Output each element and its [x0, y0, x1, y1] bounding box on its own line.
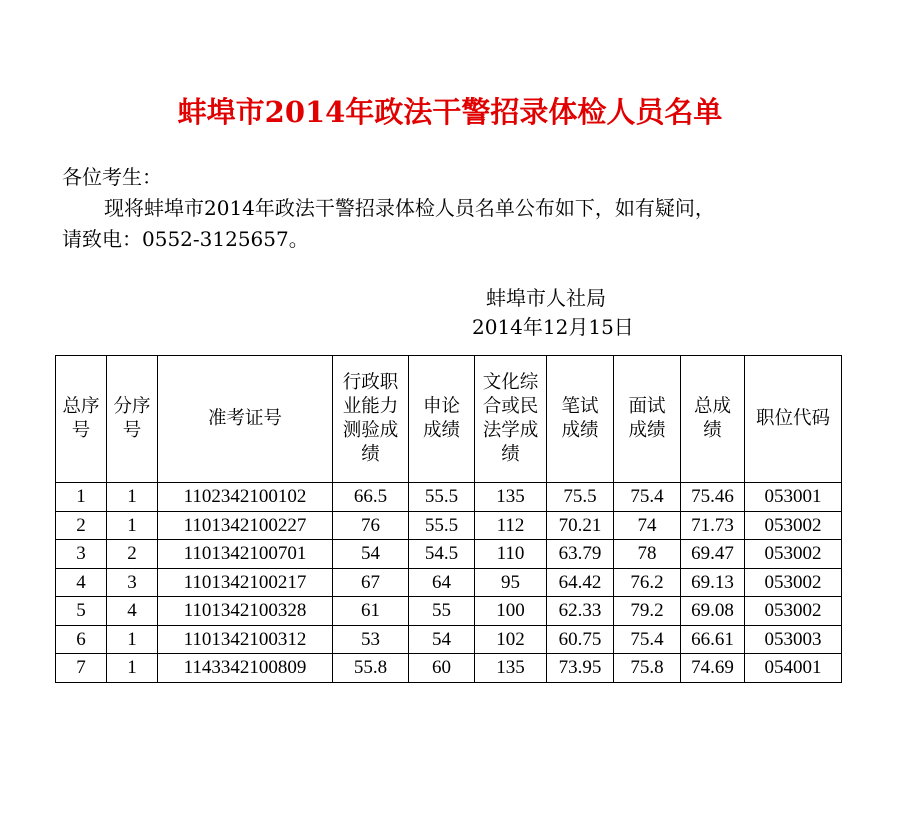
cell-sub-seq: 1 [107, 654, 158, 683]
cell-position-code: 053002 [745, 511, 842, 540]
table-body [56, 483, 842, 683]
header-sub-seq: 分序号 [107, 356, 158, 483]
cell-written-score: 62.33 [547, 597, 614, 626]
cell-interview-score: 74 [614, 511, 681, 540]
cell-essay-score: 55.5 [409, 483, 475, 512]
header-total-seq: 总序号 [56, 356, 107, 483]
cell-total-score: 75.46 [681, 483, 745, 512]
cell-comprehensive-score: 95 [475, 568, 547, 597]
cell-interview-score: 75.4 [614, 483, 681, 512]
cell-aptitude-score: 76 [333, 511, 409, 540]
cell-essay-score: 54.5 [409, 540, 475, 569]
cell-exam-ticket-no: 1101342100312 [158, 625, 333, 654]
cell-written-score: 60.75 [547, 625, 614, 654]
cell-total-score: 66.61 [681, 625, 745, 654]
cell-written-score: 70.21 [547, 511, 614, 540]
header-interview-score: 面试成绩 [614, 356, 681, 483]
cell-aptitude-score: 55.8 [333, 654, 409, 683]
cell-sub-seq: 1 [107, 483, 158, 512]
cell-aptitude-score: 66.5 [333, 483, 409, 512]
cell-position-code: 053002 [745, 568, 842, 597]
cell-total-seq: 4 [56, 568, 107, 597]
cell-exam-ticket-no: 1143342100809 [158, 654, 333, 683]
cell-sub-seq: 3 [107, 568, 158, 597]
cell-exam-ticket-no: 1101342100328 [158, 597, 333, 626]
cell-interview-score: 76.2 [614, 568, 681, 597]
table-row [56, 625, 842, 654]
cell-sub-seq: 1 [107, 625, 158, 654]
cell-interview-score: 78 [614, 540, 681, 569]
notice-body-line-2: 请致电：0552-3125657。 [62, 227, 309, 251]
cell-exam-ticket-no: 1101342100217 [158, 568, 333, 597]
cell-comprehensive-score: 135 [475, 654, 547, 683]
cell-interview-score: 79.2 [614, 597, 681, 626]
table-row [56, 597, 842, 626]
cell-essay-score: 64 [409, 568, 475, 597]
cell-comprehensive-score: 112 [475, 511, 547, 540]
cell-interview-score: 75.4 [614, 625, 681, 654]
cell-aptitude-score: 61 [333, 597, 409, 626]
cell-total-seq: 1 [56, 483, 107, 512]
cell-total-score: 74.69 [681, 654, 745, 683]
cell-aptitude-score: 67 [333, 568, 409, 597]
cell-total-seq: 2 [56, 511, 107, 540]
table-header-row [56, 356, 842, 483]
cell-position-code: 054001 [745, 654, 842, 683]
table-row [56, 483, 842, 512]
table-row [56, 511, 842, 540]
table-row [56, 654, 842, 683]
cell-sub-seq: 4 [107, 597, 158, 626]
cell-total-score: 69.13 [681, 568, 745, 597]
cell-comprehensive-score: 110 [475, 540, 547, 569]
cell-written-score: 63.79 [547, 540, 614, 569]
cell-comprehensive-score: 135 [475, 483, 547, 512]
cell-total-score: 71.73 [681, 511, 745, 540]
cell-total-seq: 5 [56, 597, 107, 626]
header-exam-ticket-no: 准考证号 [158, 356, 333, 483]
cell-written-score: 75.5 [547, 483, 614, 512]
cell-comprehensive-score: 102 [475, 625, 547, 654]
cell-written-score: 73.95 [547, 654, 614, 683]
header-comprehensive-score: 文化综合或民法学成绩 [475, 356, 547, 483]
cell-interview-score: 75.8 [614, 654, 681, 683]
header-written-score: 笔试成绩 [547, 356, 614, 483]
cell-written-score: 64.42 [547, 568, 614, 597]
cell-total-seq: 3 [56, 540, 107, 569]
notice-body-line-1: 现将蚌埠市2014年政法干警招录体检人员名单公布如下，如有疑问， [104, 196, 715, 220]
cell-aptitude-score: 54 [333, 540, 409, 569]
candidate-table [55, 355, 842, 683]
cell-position-code: 053001 [745, 483, 842, 512]
cell-essay-score: 54 [409, 625, 475, 654]
issue-date: 2014年12月15日 [472, 315, 634, 339]
cell-position-code: 053002 [745, 540, 842, 569]
cell-exam-ticket-no: 1101342100701 [158, 540, 333, 569]
header-total-score: 总成绩 [681, 356, 745, 483]
cell-essay-score: 60 [409, 654, 475, 683]
cell-total-seq: 6 [56, 625, 107, 654]
cell-position-code: 053003 [745, 625, 842, 654]
issuer-name: 蚌埠市人社局 [486, 286, 606, 310]
cell-exam-ticket-no: 1101342100227 [158, 511, 333, 540]
table-row [56, 568, 842, 597]
cell-sub-seq: 1 [107, 511, 158, 540]
cell-exam-ticket-no: 1102342100102 [158, 483, 333, 512]
header-aptitude-score: 行政职业能力测验成绩 [333, 356, 409, 483]
cell-essay-score: 55.5 [409, 511, 475, 540]
cell-comprehensive-score: 100 [475, 597, 547, 626]
header-essay-score: 申论成绩 [409, 356, 475, 483]
cell-total-seq: 7 [56, 654, 107, 683]
cell-position-code: 053002 [745, 597, 842, 626]
cell-aptitude-score: 53 [333, 625, 409, 654]
cell-essay-score: 55 [409, 597, 475, 626]
greeting: 各位考生： [62, 165, 162, 189]
table-row [56, 540, 842, 569]
cell-sub-seq: 2 [107, 540, 158, 569]
document-title: 蚌埠市2014年政法干警招录体检人员名单 [177, 95, 723, 129]
header-position-code: 职位代码 [745, 356, 842, 483]
cell-total-score: 69.47 [681, 540, 745, 569]
cell-total-score: 69.08 [681, 597, 745, 626]
